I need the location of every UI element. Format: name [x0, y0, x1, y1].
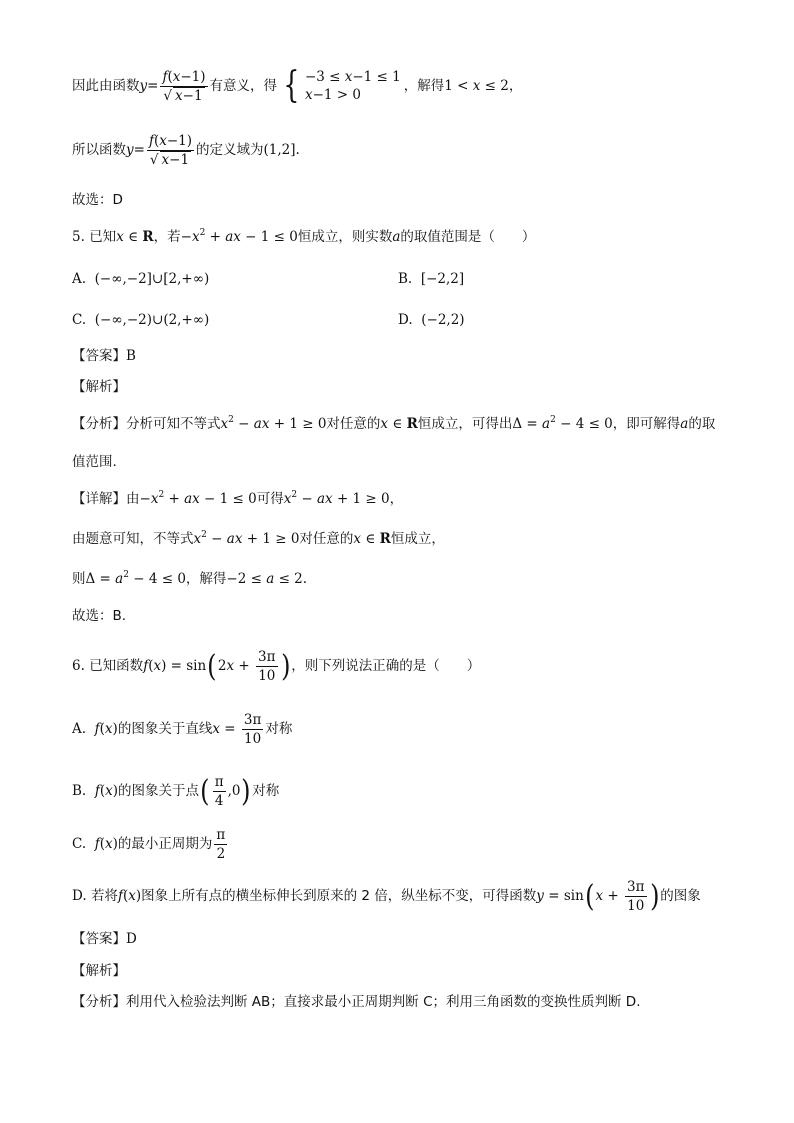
- text: 所以函数: [72, 142, 126, 159]
- text: 因此由函数: [72, 78, 140, 95]
- text: ，解得: [403, 78, 445, 95]
- fraction-fx1-sqrt: $\frac{f(x-1)}{√ x-1}$: [162, 69, 206, 105]
- xiangjie-tag: 【详解】: [72, 491, 126, 507]
- text: 的最小正周期为: [117, 836, 213, 853]
- text: 有意义，得: [209, 78, 278, 95]
- option-label: A.: [72, 721, 87, 738]
- text: 已知: [89, 229, 117, 245]
- fenxi-tag: 【分析】: [72, 416, 126, 432]
- fraction-pi-4: $\frac{\pi}{4}$: [214, 774, 224, 810]
- q6-fenxi: [72, 996, 640, 1010]
- text: ，则下列说法正确的是（ ）: [291, 658, 481, 675]
- q6-option-c: C. f(x)的最小正周期为 $\frac{\pi}{2}$: [72, 827, 226, 863]
- text: .: [302, 571, 308, 587]
- text: 恒成立，: [390, 531, 445, 547]
- q6-option-d: D. 若将f(x)图象上所有点的横坐标伸长到原来的 2 倍，纵坐标不变，可得函数y = sin(x + $\frac{3\pi}{10}$ )的图象: [72, 878, 701, 915]
- text: 对任意的: [326, 416, 381, 432]
- q5-xiangjie-1: 【详解】由$-x^2$ + ax − 1 ≤ 0可得$x^2$ − ax + 1 ≥ 0，: [72, 490, 404, 507]
- q6-option-a: A. f(x)的图象关于直线x = $\frac{3\pi}{10}$ 对称: [72, 712, 293, 748]
- text: 的定义域为: [196, 142, 264, 159]
- text: 由题意可知，不等式: [72, 531, 194, 547]
- q5-xiangjie-3: 则$\Delta = a^2 - 4 \le 0$，解得−2 ≤ a ≤ 2.: [72, 570, 308, 587]
- fenxi-tag: 【分析】: [72, 994, 126, 1010]
- question-number: 6.: [72, 658, 85, 675]
- text: .: [295, 142, 300, 159]
- q6-analysis-tag: 【解析】: [72, 963, 126, 979]
- q5-choice: 故选：B.: [72, 608, 127, 624]
- q6-stem: 6. 已知函数f(x) = sin(2x + $\frac{3\pi}{10}$ )，则下列说法正确的是（ ）: [72, 648, 481, 685]
- text: 图象上所有点的横坐标伸长到原来的 2 倍，纵坐标不变，可得函数: [141, 888, 537, 905]
- text: 由: [126, 491, 140, 507]
- fraction-3pi-10: $\frac{3\pi}{10}$: [243, 712, 262, 748]
- q5-option-b: [398, 273, 464, 287]
- option-value: [−2,2]: [420, 271, 465, 287]
- text: 利用代入检验法判断 AB；直接求最小正周期判断 C；利用三角函数的变换性质判断 D.: [126, 994, 641, 1010]
- text: ，若: [153, 229, 181, 245]
- text: ，即可解得: [612, 416, 681, 432]
- math-y-eq: y: [139, 78, 148, 95]
- option-label: C.: [72, 312, 87, 328]
- text: 对任意的: [299, 531, 354, 547]
- text: 对称: [252, 783, 280, 800]
- fraction-3pi-10: $\frac{3\pi}{10}$: [627, 879, 645, 915]
- answer-value: D: [126, 931, 137, 947]
- fraction-pi-2: $\frac{\pi}{2}$: [216, 827, 226, 863]
- text: 已知函数: [89, 658, 144, 675]
- math-solution-range: 1 < x ≤ 2: [444, 78, 509, 95]
- option-value: (−2,2): [421, 312, 465, 328]
- q5-xiangjie-2: 由题意可知，不等式$x^2$ − ax + 1 ≥ 0对任意的x ∈ R恒成立，: [72, 530, 445, 547]
- text: 分析可知不等式: [126, 416, 221, 432]
- q5-option-c: [72, 314, 209, 328]
- option-label: B.: [72, 783, 87, 800]
- text: 可得: [256, 491, 284, 507]
- question-number: 5.: [72, 229, 85, 245]
- option-label: A.: [72, 271, 87, 287]
- q5-fenxi: 【分析】分析可知不等式$x^2$ − ax + 1 ≥ 0对任意的x ∈ R恒成立，可得出$\Delta = a^2 - 4 \le 0$，即可解得a的取: [72, 415, 716, 432]
- option-value: (−∞,−2)∪(2,+∞): [94, 312, 210, 328]
- inequality-system: { −3 ≤ x−1 ≤ 1 x−1 > 0: [283, 65, 401, 107]
- text: 的图象关于直线: [117, 721, 213, 738]
- prev-choice: 故选：D: [72, 192, 123, 208]
- text: 的取: [688, 416, 716, 432]
- q5-fenxi-cont: 值范围.: [72, 454, 117, 470]
- q6-answer: [72, 933, 137, 947]
- answer-tag: 【答案】: [72, 348, 126, 364]
- fraction-fx1-sqrt: $\frac{f(x-1)}{√ x-1}$: [148, 133, 193, 169]
- text: ，: [389, 491, 404, 507]
- q5-stem: 5. 已知x ∈ R，若$-x^2$ + ax − 1 ≤ 0恒成立，则实数a的取值范围是（ ）: [72, 228, 536, 245]
- q5-option-a: [72, 273, 209, 287]
- text: 则: [72, 571, 86, 587]
- text: 的取值范围是（ ）: [400, 229, 536, 245]
- text: 的图象: [660, 888, 701, 905]
- text: ，: [508, 78, 523, 95]
- answer-tag: 【答案】: [72, 931, 126, 947]
- option-label: D.: [398, 312, 413, 328]
- text: 的图象关于点: [118, 783, 199, 800]
- q5-answer: [72, 350, 136, 364]
- prev-solution-line-2: 所以函数y= $\frac{f(x-1)}{√ x-1}$ 的定义域为(1,2].: [72, 133, 300, 169]
- fraction-3pi-10: $\frac{3\pi}{10}$: [258, 649, 276, 685]
- text: 恒成立，则实数: [297, 229, 393, 245]
- text: ，解得: [185, 571, 227, 587]
- option-label: D.: [72, 888, 87, 905]
- prev-solution-line-1: 因此由函数y= $\frac{f(x-1)}{√ x-1}$ 有意义，得 { −3 ≤ x−1 ≤ 1 x−1 > 0 ，解得1 < x ≤ 2，: [72, 65, 523, 107]
- text: 若将: [90, 888, 118, 905]
- text: 恒成立，可得出: [417, 416, 513, 432]
- domain-interval: (1,2]: [263, 142, 296, 159]
- option-value: (−∞,−2]∪[2,+∞): [94, 271, 210, 287]
- q5-analysis-tag: 【解析】: [72, 379, 126, 395]
- option-label: B.: [398, 271, 413, 287]
- q6-option-b: B. f(x)的图象关于点( $\frac{\pi}{4}$ ,0)对称: [72, 773, 280, 810]
- q5-option-d: [398, 314, 465, 328]
- option-label: C.: [72, 836, 87, 853]
- text: 对称: [265, 721, 293, 738]
- answer-value: B: [126, 348, 136, 364]
